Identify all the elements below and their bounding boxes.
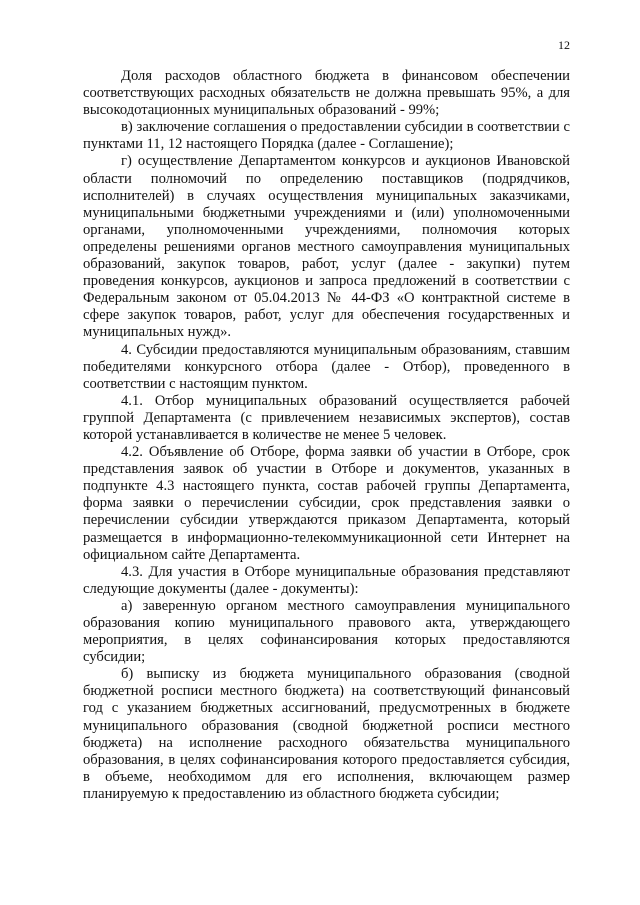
- paragraph-item-v: в) заключение соглашения о предоставлении субсидии в соответствии с пунктами 11, 12 настоящего Порядка (далее - Соглашение);: [83, 119, 570, 153]
- page-number: 12: [558, 38, 570, 52]
- paragraph-cofinancing-share: Доля расходов областного бюджета в финансовом обеспечении соответствующих расходных обязательств не должна превышать 95%, а для высокодотационных муниципальных образований - 99%;: [83, 68, 570, 119]
- paragraph-item-g: г) осуществление Департаментом конкурсов и аукционов Ивановской области полномочий по определению поставщиков (подрядчиков, исполнителей) в случаях осуществления муниципальных заказчиками, муниципальными бюджетными учреждениями и (или) уполномоченными органами, уполномоченными учреждениями, полномочия которых определены решениями органов местного самоуправления муниципальных образований, закупок товаров, работ, услуг (далее - закупки) путем проведения конкурсов, аукционов и запроса предложений в соответствии с Федеральным законом от 05.04.2013 № 44-ФЗ «О контрактной системе в сфере закупок товаров, работ, услуг для обеспечения государственных и муниципальных нужд».: [83, 153, 570, 341]
- document-body: [83, 68, 570, 803]
- paragraph-point-4-3: 4.3. Для участия в Отборе муниципальные образования представляют следующие документы (далее - документы):: [83, 563, 570, 597]
- paragraph-point-4: 4. Субсидии предоставляются муниципальным образованиям, ставшим победителями конкурсного отбора (далее - Отбор), проведенного в соответствии с настоящим пунктом.: [83, 341, 570, 392]
- paragraph-point-4-1: 4.1. Отбор муниципальных образований осуществляется рабочей группой Департамента (с привлечением независимых экспертов), состав которой устанавливается в количестве не менее 5 человек.: [83, 392, 570, 443]
- paragraph-item-a: а) заверенную органом местного самоуправления муниципального образования копию муниципального правового акта, утверждающего мероприятия, в целях софинансирования которых предоставляются субсидии;: [83, 597, 570, 666]
- paragraph-point-4-2: 4.2. Объявление об Отборе, форма заявки об участии в Отборе, срок представления заявок об участии в Отборе и документов, указанных в подпункте 4.3 настоящего пункта, состав рабочей группы Департамента, форма заявки о перечислении субсидии, срок представления заявки о перечислении субсидии утверждаются приказом Департамента, который размещается в информационно-телекоммуникационной сети Интернет на официальном сайте Департамента.: [83, 444, 570, 563]
- paragraph-item-b: б) выписку из бюджета муниципального образования (сводной бюджетной росписи местного бюджета) на соответствующий финансовый год с указанием бюджетных ассигнований, предусмотренных в бюджете муниципального образования (сводной бюджетной росписи местного бюджета) на исполнение расходного обязательства муниципального образования, в целях софинансирования которого предоставляется субсидия, в объеме, необходимом для его исполнения, включающем размер планируемую к предоставлению из областного бюджета субсидии;: [83, 666, 570, 802]
